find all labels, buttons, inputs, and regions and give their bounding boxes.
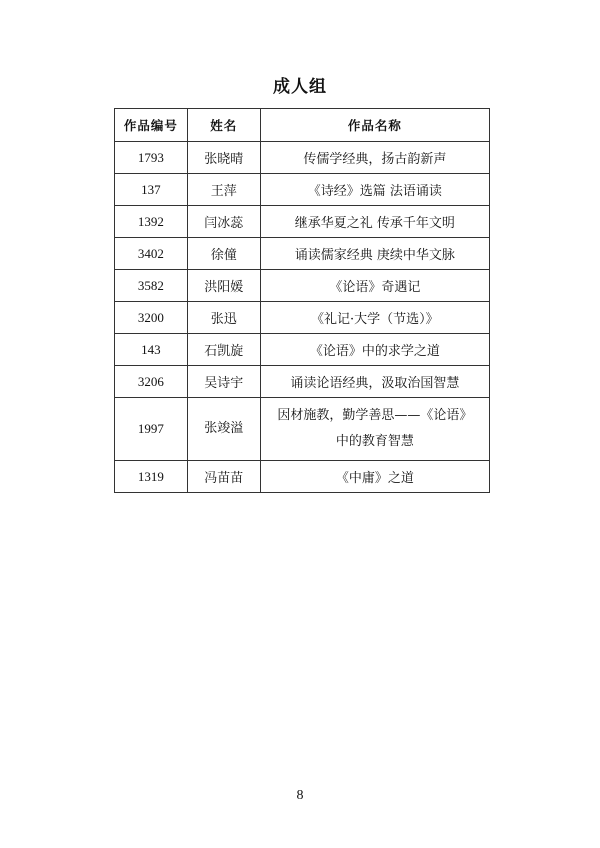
cell-work: 继承华夏之礼 传承千年文明 — [260, 206, 489, 238]
cell-name: 闫冰蕊 — [187, 206, 260, 238]
cell-id: 1793 — [115, 142, 188, 174]
header-name: 姓名 — [187, 109, 260, 142]
cell-name: 吴诗宇 — [187, 366, 260, 398]
cell-work-line: 中的教育智慧 — [335, 434, 414, 449]
cell-work: 传儒学经典，扬古韵新声 — [260, 142, 489, 174]
header-work: 作品名称 — [260, 109, 489, 142]
cell-work: 《论语》中的求学之道 — [260, 334, 489, 366]
table-row — [115, 398, 490, 461]
table-row — [115, 238, 490, 270]
table-row — [115, 366, 490, 398]
cell-name: 徐僮 — [187, 238, 260, 270]
section-title: 成人组 — [273, 77, 327, 97]
cell-work: 诵读儒家经典 庚续中华文脉 — [260, 238, 489, 270]
table-row — [115, 334, 490, 366]
cell-work: 《诗经》选篇 法语诵读 — [260, 174, 489, 206]
cell-name: 张迅 — [187, 302, 260, 334]
cell-work: 诵读论语经典，汲取治国智慧 — [260, 366, 489, 398]
table-header-row — [115, 109, 490, 142]
cell-id: 3582 — [115, 270, 188, 302]
cell-id: 1997 — [115, 398, 188, 461]
cell-name: 洪阳媛 — [187, 270, 260, 302]
cell-id: 137 — [115, 174, 188, 206]
cell-id: 3402 — [115, 238, 188, 270]
cell-name: 张晓晴 — [187, 142, 260, 174]
cell-name: 石凯旋 — [187, 334, 260, 366]
table-row — [115, 174, 490, 206]
table-row — [115, 302, 490, 334]
cell-id: 143 — [115, 334, 188, 366]
table-row — [115, 206, 490, 238]
cell-id: 3200 — [115, 302, 188, 334]
cell-id: 1319 — [115, 461, 188, 493]
cell-work: 《中庸》之道 — [260, 461, 489, 493]
cell-id: 1392 — [115, 206, 188, 238]
entries-table — [114, 108, 490, 493]
table-row — [115, 461, 490, 493]
cell-work: 《礼记·大学（节选）》 — [260, 302, 489, 334]
cell-name: 王萍 — [187, 174, 260, 206]
cell-name: 冯苗苗 — [187, 461, 260, 493]
page-number: 8 — [296, 788, 304, 803]
cell-name: 张竣溢 — [187, 398, 260, 461]
cell-id: 3206 — [115, 366, 188, 398]
header-id: 作品编号 — [115, 109, 188, 142]
table-row — [115, 270, 490, 302]
cell-work-line: 因材施教，勤学善思——《论语》 — [277, 408, 473, 423]
cell-work — [260, 398, 489, 461]
cell-work: 《论语》奇遇记 — [260, 270, 489, 302]
table-row — [115, 142, 490, 174]
